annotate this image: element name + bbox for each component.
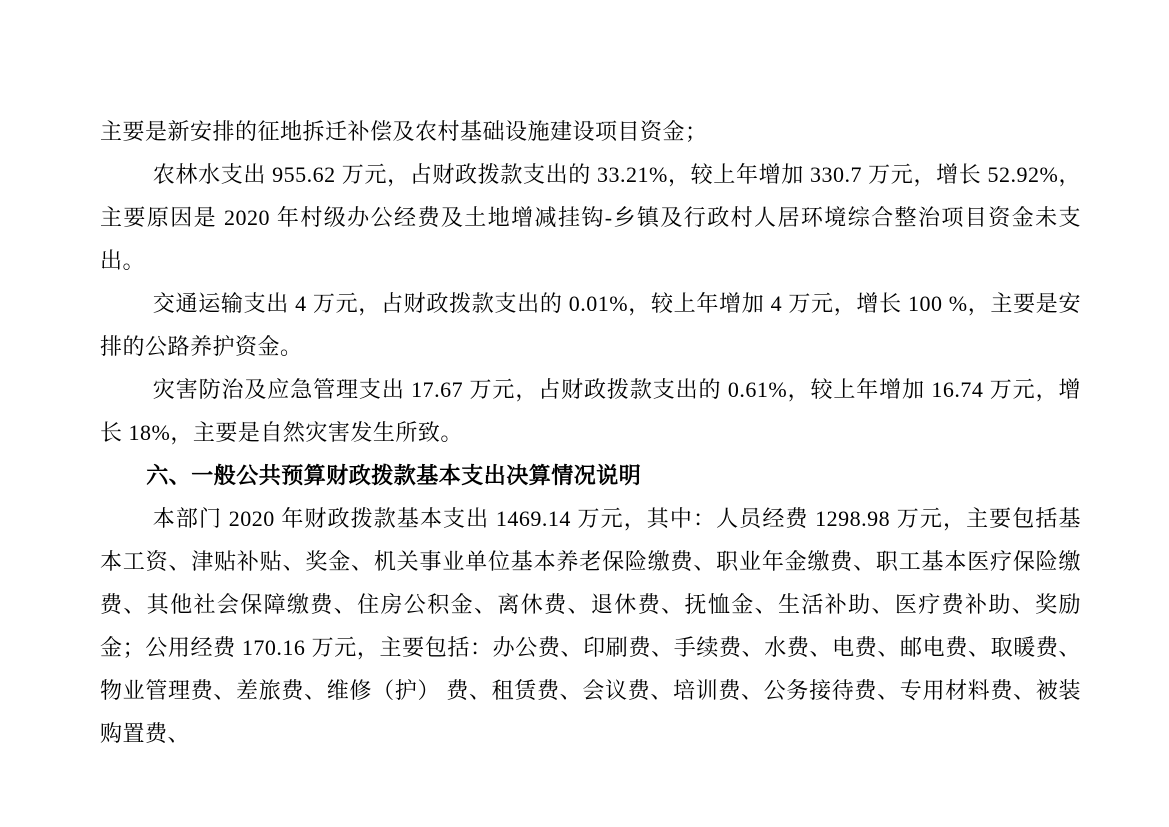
paragraph-land-compensation-continuation: 主要是新安排的征地拆迁补偿及农村基础设施建设项目资金；: [100, 119, 708, 144]
paragraph-disaster-prevention: 灾害防治及应急管理支出 17.67 万元，占财政拨款支出的 0.61%，较上年增加 16.74 万元，增长 18%，主要是自然灾害发生所致。: [100, 377, 1081, 445]
paragraph-agriculture-forestry-water: 农林水支出 955.62 万元，占财政拨款支出的 33.21%，较上年增加 330.7 万元，增长 52.92%，主要原因是 2020 年村级办公经费及土地增减挂钩-乡镇及行政村人居环境综合整治项目资金未支出。: [100, 162, 1081, 273]
section-heading-basic-expenditure: 六、一般公共预算财政拨款基本支出决算情况说明: [146, 463, 642, 488]
paragraph-basic-expenditure-details: 本部门 2020 年财政拨款基本支出 1469.14 万元，其中：人员经费 1298.98 万元，主要包括基本工资、津贴补贴、奖金、机关事业单位基本养老保险缴费、职业年金缴费、职工基本医疗保险缴费、其他社会保障缴费、住房公积金、离休费、退休费、抚恤金、生活补助、医疗费补助、奖励金；公用经费 170.16 万元，主要包括：办公费、印刷费、手续费、水费、电费、邮电费、取暖费、物业管理费、差旅费、维修（护） 费、租赁费、会议费、培训费、公务接待费、专用材料费、被装购置费、: [100, 506, 1081, 746]
paragraph-transportation: 交通运输支出 4 万元，占财政拨款支出的 0.01%，较上年增加 4 万元，增长 100 %，主要是安排的公路养护资金。: [100, 291, 1081, 359]
